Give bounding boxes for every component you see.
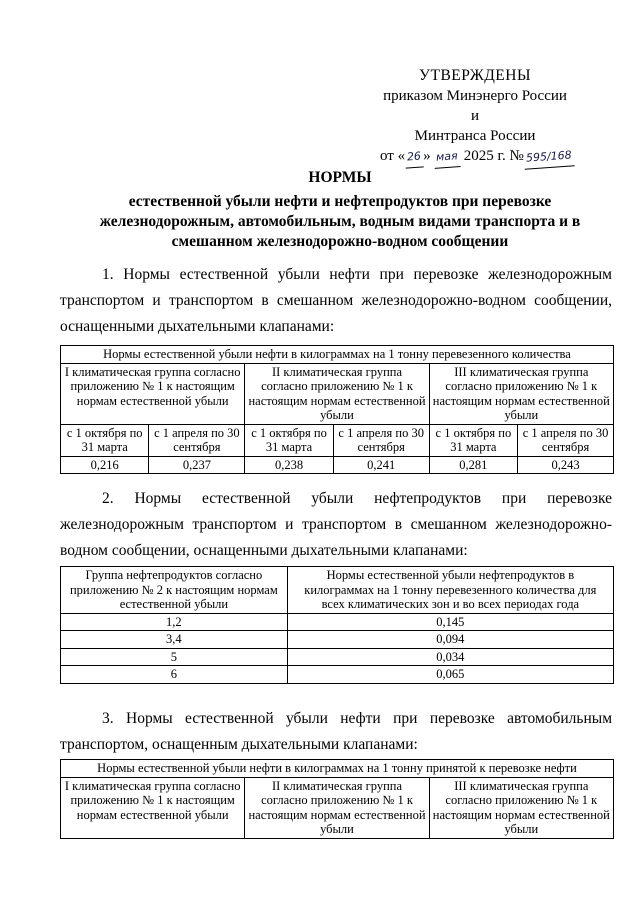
- handwritten-number: 595/168: [523, 145, 574, 169]
- table-1-value: 0,238: [245, 456, 333, 474]
- table-1-value: 0,281: [429, 456, 517, 474]
- section-1: [60, 262, 612, 340]
- section-3-text: 3. Нормы естественной убыли нефти при перевозке автомобильным транспортом, оснащенным дыхательными клапанами:: [60, 710, 612, 753]
- table-1-group-2: II климатическая группа согласно приложению № 1 к настоящим нормам естественной убыли: [245, 363, 429, 424]
- title-subtitle: естественной убыли нефти и нефтепродуктов при перевозке железнодорожным, автомобильным, водным видами транспорта и в смешанном железнодорожно-водном сообщении: [99, 193, 581, 250]
- table-1-value: 0,243: [518, 456, 614, 474]
- table-2-value: 0,065: [287, 666, 613, 684]
- table-1-period: с 1 апреля по 30 сентября: [149, 424, 245, 456]
- table-row: [61, 648, 614, 666]
- table-1-group-1: I климатическая группа согласно приложению № 1 к настоящим нормам естественной убыли: [61, 363, 245, 424]
- table-1-value: 0,237: [149, 456, 245, 474]
- title-heading: НОРМЫ: [308, 169, 372, 186]
- date-year: 2025 г. №: [460, 148, 524, 164]
- table-2-group: 5: [61, 648, 288, 666]
- table-1-value: 0,241: [333, 456, 429, 474]
- table-row: [61, 613, 614, 631]
- section-3: [60, 706, 612, 758]
- table-1-header: Нормы естественной убыли нефти в килограммах на 1 тонну перевезенного количества: [61, 346, 614, 364]
- table-2-group: 1,2: [61, 613, 288, 631]
- handwritten-day: 26: [404, 146, 423, 168]
- table-3-group-1: I климатическая группа согласно приложению № 1 к настоящим нормам естественной убыли: [61, 777, 245, 838]
- table-row: [61, 631, 614, 649]
- approval-line-3: Минтранса России: [414, 128, 536, 144]
- approval-block: [380, 66, 570, 168]
- table-1-value: 0,216: [61, 456, 149, 474]
- table-row: [61, 666, 614, 684]
- table-3: [60, 759, 614, 839]
- table-3-group-2: II климатическая группа согласно приложению № 1 к настоящим нормам естественной убыли: [245, 777, 429, 838]
- table-2-group: 3,4: [61, 631, 288, 649]
- table-1: [60, 345, 614, 474]
- date-prefix: от «: [380, 148, 406, 164]
- table-3-group-3: III климатическая группа согласно приложению № 1 к настоящим нормам естественной убыли: [429, 777, 613, 838]
- table-2-value: 0,094: [287, 631, 613, 649]
- table-1-period: с 1 октября по 31 марта: [61, 424, 149, 456]
- table-1-period: с 1 апреля по 30 сентября: [333, 424, 429, 456]
- table-2-value: 0,034: [287, 648, 613, 666]
- section-2-text: 2. Нормы естественной убыли нефтепродуктов при перевозке железнодорожным транспортом и транспортом в смешанном железнодорожно-водном сообщении, оснащенными дыхательными клапанами:: [60, 490, 612, 559]
- handwritten-month: мая: [434, 146, 461, 169]
- approval-heading: УТВЕРЖДЕНЫ: [419, 67, 531, 84]
- table-3-header: Нормы естественной убыли нефти в килограммах на 1 тонну принятой к перевозке нефти: [61, 760, 614, 778]
- table-2-col2-header: Нормы естественной убыли нефтепродуктов в килограммах на 1 тонну перевезенного количества для всех климатических зон и во всех периодах года: [287, 567, 613, 614]
- section-1-text: 1. Нормы естественной убыли нефти при перевозке железнодорожным транспортом и транспортом в смешанном железнодорожно-водном сообщении, оснащенными дыхательными клапанами:: [60, 266, 612, 335]
- section-2: [60, 486, 612, 564]
- table-2: [60, 566, 614, 684]
- date-mid: »: [423, 148, 435, 164]
- table-2-value: 0,145: [287, 613, 613, 631]
- approval-line-2: приказом Минэнерго России и: [383, 88, 567, 124]
- document-title: [60, 168, 620, 252]
- table-1-period: с 1 октября по 31 марта: [245, 424, 333, 456]
- table-2-col1-header: Группа нефтепродуктов согласно приложению № 2 к настоящим нормам естественной убыли: [61, 567, 288, 614]
- table-1-period: с 1 октября по 31 марта: [429, 424, 517, 456]
- approval-date-line: [380, 146, 570, 168]
- table-2-group: 6: [61, 666, 288, 684]
- table-1-group-3: III климатическая группа согласно приложению № 1 к настоящим нормам естественной убыли: [429, 363, 613, 424]
- table-1-period: с 1 апреля по 30 сентября: [518, 424, 614, 456]
